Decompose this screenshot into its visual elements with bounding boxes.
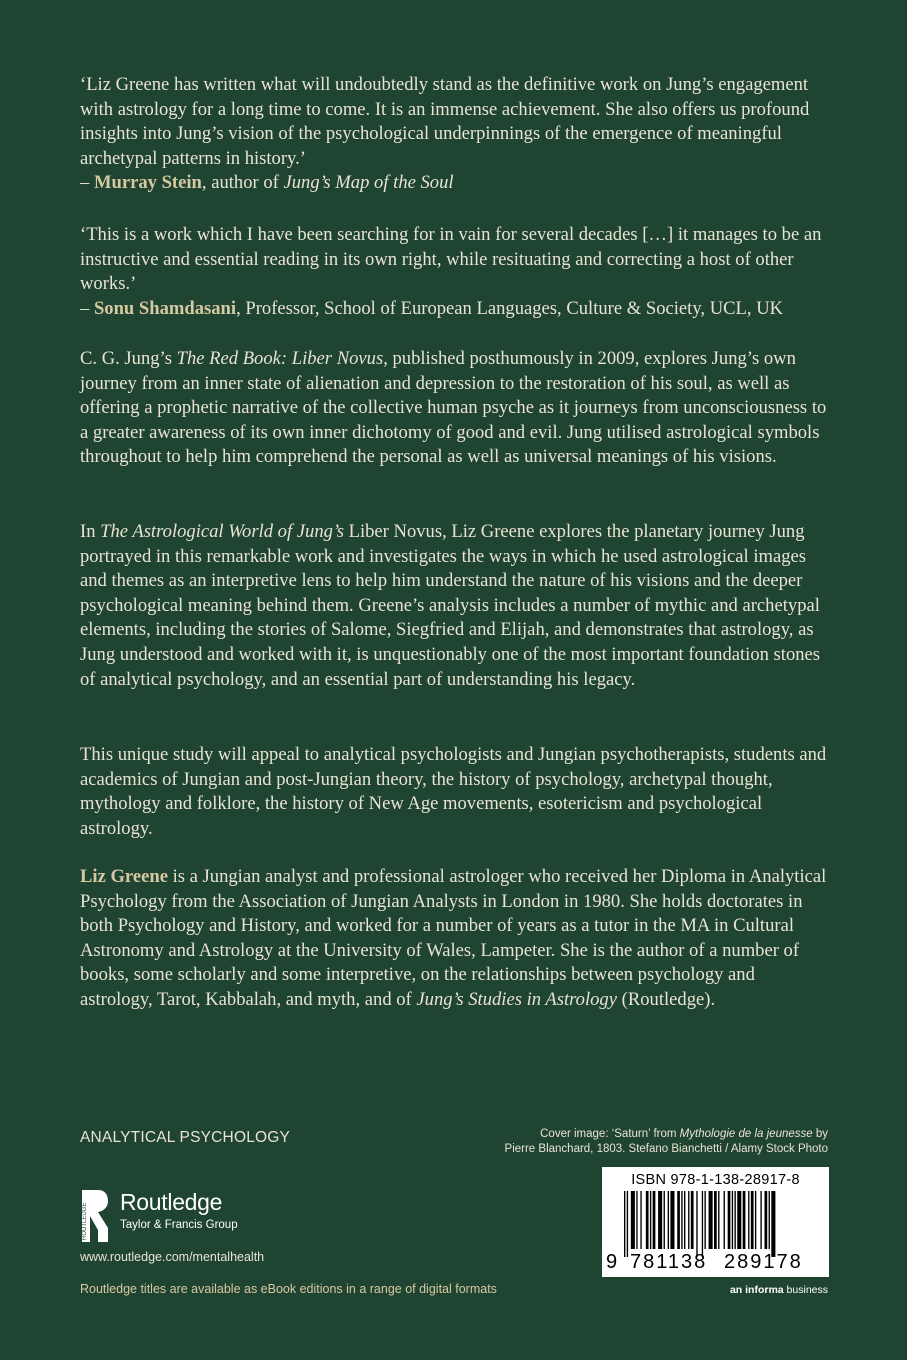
barcode-bar [702,1191,703,1257]
barcode-bar [769,1191,770,1249]
barcode-bar [704,1191,705,1249]
author-book-title: Jung’s Studies in Astrology [416,988,617,1010]
barcode-bar [684,1191,685,1249]
quote-author-book-title: Jung’s Map of the Soul [283,172,454,194]
paragraph-text: C. G. Jung’s [80,348,177,369]
routledge-mark-icon [80,1188,110,1244]
red-book-title: The Red Book: Liber Novus [176,348,384,369]
quote-text: ‘This is a work which I have been searching for in vain for several decades […] it manages to be an instructive and essential reading in its own right, while resituating and correcting a host of other works.’ [80,224,822,295]
barcode-bar [627,1191,628,1257]
publisher-name: Routledge [120,1189,223,1215]
barcode-bar [743,1191,746,1249]
informa-business-mark [730,1284,828,1296]
barcode-bar [714,1191,717,1249]
credit-line-2: Pierre Blanchard, 1803. Stefano Bianchetti / Alamy Stock Photo [504,1143,828,1155]
informa-bold: an informa [729,1284,784,1296]
quote-author-affiliation: , Professor, School of European Languages, Culture & Society, UCL, UK [236,297,784,319]
barcode-bar [631,1191,635,1249]
barcode-bar [653,1191,656,1249]
series-label: ANALYTICAL PSYCHOLOGY [80,1129,291,1146]
barcode-bar [640,1191,641,1249]
barcode-bar [748,1191,749,1249]
barcode-bar [771,1191,775,1257]
barcode-bar [737,1191,741,1249]
barcode-bar [668,1191,669,1249]
credit-title: Mythologie de la jeunesse [679,1128,813,1140]
isbn-label: ISBN 978-1-138-28917-8 [631,1172,800,1188]
barcode-bar [751,1191,754,1249]
paragraph-text: , published posthumously in 2009, explores Jung’s own journey from an inner state of alienation and depression to the restoration of his soul, as well as offering a prophetic narrative of the collective human psyche as it journeys from unconsciousness to a greater awareness of its own inner dichotomy of good and evil. Jung utilised astrological symbols throughout to help him comprehend the personal as well as universal meanings of his visions. [80,348,827,468]
author-bio [80,865,830,1013]
informa-rest: business [783,1284,828,1296]
quote-dash: – [80,297,94,319]
barcode-bar [681,1191,682,1249]
quote-dash: – [80,172,94,194]
isbn-barcode [602,1167,829,1277]
barcode-bar [688,1191,689,1249]
author-name: Liz Greene [80,866,168,887]
barcode-bar [691,1191,694,1249]
paragraph-text: In [80,521,101,542]
endorsement-quote-1 [80,73,830,196]
routledge-logo [80,1188,320,1248]
barcode-bar [734,1191,735,1249]
publisher-url: www.routledge.com/mentalhealth [80,1250,265,1264]
barcode-bar [760,1191,761,1249]
ebook-note: Routledge titles are available as eBook editions in a range of digital formats [80,1282,497,1296]
quote-text: ‘Liz Greene has written what will undoubtedly stand as the definitive work on Jung’s engagement with astrology for a long time to come. It is an immense achievement. She also offers us profound insights into Jung’s vision of the psychological underpinnings of the emergence of meaningful archetypal patterns in history.’ [80,74,810,169]
barcode-bar [755,1191,756,1249]
barcode-digits-left: 781138 [630,1251,708,1273]
barcode-bar [728,1191,731,1249]
barcode-bar [677,1191,680,1249]
barcode-bar [732,1191,733,1249]
barcode-digit-lead: 9 [606,1251,618,1273]
barcode-bar [696,1191,697,1257]
barcode-bar [624,1191,625,1257]
paragraph-text: This unique study will appeal to analytical psychologists and Jungian psychotherapists, students and academics of Jungian and post-Jungian theory, the history of psychology, archetypal thought, mythology and folklore, the history of New Age movements, esotericism and psychological astrology. [80,744,827,839]
book-title: The Astrological World of Jung’s [100,521,344,542]
barcode-bar [650,1191,651,1249]
endorsement-quote-2 [80,223,830,321]
credit-text: by [812,1128,828,1140]
barcode-bar [718,1191,719,1249]
routledge-mark-text: ROUTLEDGE [82,1202,88,1240]
quote-author-name: Sonu Shamdasani [93,297,237,319]
barcode-bar [764,1191,767,1249]
barcode-bar [636,1191,637,1249]
publisher-group: Taylor & Francis Group [120,1219,238,1231]
credit-text: Cover image: ‘Saturn’ from [540,1128,680,1140]
barcode-bar [670,1191,674,1249]
barcode-bar [724,1191,725,1249]
quote-author-affiliation: , author of [201,172,284,194]
description-paragraph-3 [80,743,830,841]
barcode-bar [664,1191,665,1249]
bio-text-end: (Routledge). [616,988,716,1010]
bio-text: is a Jungian analyst and professional astrologer who received her Diploma in Analytical Psychology from the Association of Jungian Analysts in London in 1980. She holds doctorates in both Psychology and History, and worked for a number of years as a tutor in the MA in Cultural Astronomy and Astrology at the University of Wales, Lampeter. She is the author of a number of books, some scholarly and some interpretive, on the relationships between psychology and astrology, Tarot, Kabbalah, and myth, and of [80,866,827,1010]
barcode-bar [658,1191,662,1249]
barcode-digits-right: 289178 [724,1251,803,1273]
quote-author-name: Murray Stein [93,172,202,194]
cover-image-credit [448,1127,828,1157]
barcode-bar [646,1191,649,1249]
paragraph-text: Liber Novus, Liz Greene explores the planetary journey Jung portrayed in this remarkable work and investigates the ways in which he used astrological images and themes as an interpretive lens to help him understand the nature of his visions and the deeper psychological meaning behind them. Greene’s analysis includes a number of mythic and archetypal elements, including the stories of Salome, Siegfried and Elijah, and demonstrates that astrology, as Jung understood and worked with it, is unquestionably one of the most important foundation stones of analytical psychology, and an essential part of understanding his legacy. [80,521,821,690]
description-paragraph-1 [80,347,830,470]
barcode-bar [709,1191,713,1249]
description-paragraph-2 [80,520,830,692]
